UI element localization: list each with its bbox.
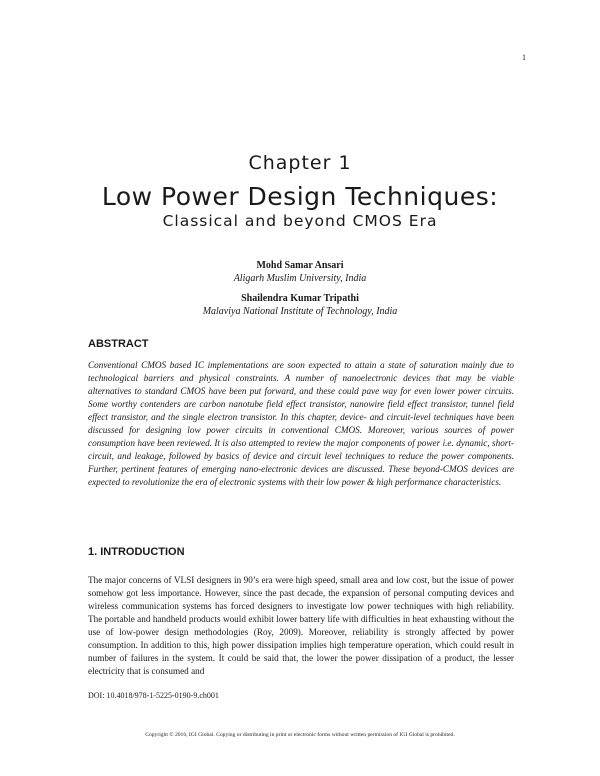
page-number: 1	[522, 53, 526, 62]
doi-line: DOI: 10.4018/978-1-5225-0190-9.ch001	[88, 691, 219, 700]
chapter-label: Chapter 1	[248, 152, 352, 174]
author-affiliation: Malaviya National Institute of Technology, India	[202, 306, 398, 317]
author-name: Shailendra Kumar Tripathi	[241, 293, 359, 304]
chapter-subtitle: Classical and beyond CMOS Era	[162, 212, 438, 230]
author-name: Mohd Samar Ansari	[256, 260, 344, 271]
author-affiliation: Aligarh Muslim University, India	[233, 273, 367, 284]
author-block-2	[0, 292, 600, 318]
introduction-text: The major concerns of VLSI designers in 90’s era were high speed, small area and low cost, but the issue of power somehow got less importance. However, since the past decade, the expansion of personal computing devices and wireless communication systems has forced designers to investigate low power techniques with high reliability. The portable and handheld products would exhibit lower battery life with difficulties in heat exhausting without the use of low-power design methodologies (Roy, 2009). Moreover, reliability is strongly affected by power consumption. In addition to this, high power dissipation implies high temperature operation, which could result in number of failures in the system. It could be said that, the lower the power dissipation of a product, the lesser electricity that is consumed and	[88, 575, 514, 676]
abstract-heading: ABSTRACT	[88, 338, 149, 350]
chapter-title: Low Power Design Techniques:	[101, 182, 499, 211]
introduction-heading: 1. INTRODUCTION	[88, 546, 185, 558]
author-block-1	[0, 259, 600, 285]
abstract-text: Conventional CMOS based IC implementations are soon expected to attain a state of saturation mainly due to technological barriers and physical constraints. A number of nanoelectronic devices that may be viable alternatives to standard CMOS have been put forward, and these could pave way for even lower power circuits. Some worthy contenders are carbon nanotube field effect transistor, nanowire field effect transistor, tunnel field effect transistor, and the single electron transistor. In this chapter, device- and circuit-level techniques have been discussed for designing low power circuits in conventional CMOS. Moreover, various sources of power consumption have been reviewed. It is also attempted to review the major components of power i.e. dynamic, short-circuit, and leakage, followed by basics of device and circuit level techniques to reduce the power components. Further, pertinent features of emerging nano-electronic devices are discussed. These beyond-CMOS devices are expected to revolutionize the era of electronic systems with their low power & high performance characteristics.	[88, 360, 514, 487]
copyright-footer: Copyright © 2016, IGI Global. Copying or distributing in print or electronic forms without written permission of IGI Global is prohibited.	[145, 732, 455, 738]
